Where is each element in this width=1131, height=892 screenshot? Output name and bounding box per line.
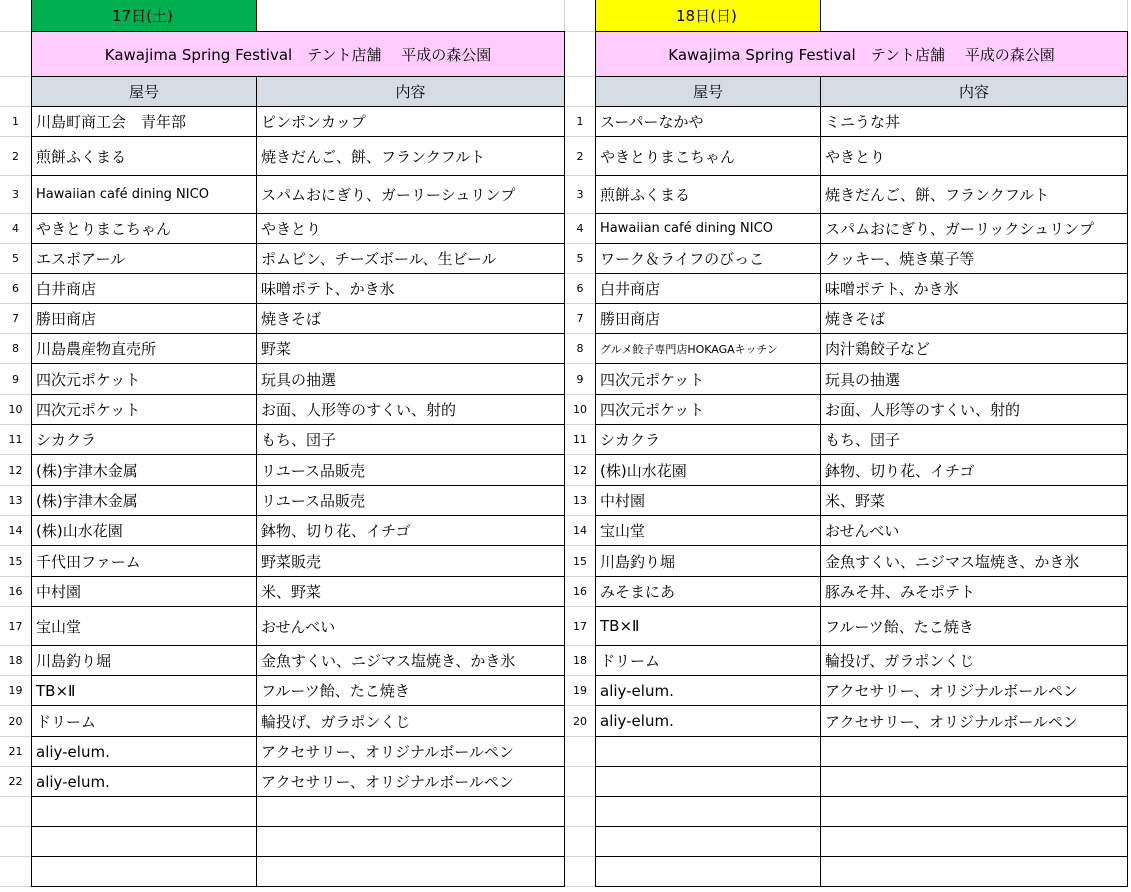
day2-row-number[interactable]: 7 bbox=[565, 304, 596, 334]
day2-row-number[interactable] bbox=[565, 857, 596, 887]
day2-shop-name[interactable]: 四次元ポケット bbox=[595, 394, 821, 425]
day1-shop-content[interactable]: やきとり bbox=[256, 213, 565, 244]
day1-row-number[interactable]: 14 bbox=[0, 516, 32, 546]
day2-shop-name[interactable]: 四次元ポケット bbox=[595, 363, 821, 395]
day2-shop-content[interactable]: 豚みそ丼、みそポテト bbox=[820, 576, 1128, 607]
day1-row-number[interactable]: 3 bbox=[0, 176, 32, 214]
day1-title[interactable]: Kawajima Spring Festival テント店舗 平成の森公園 bbox=[31, 31, 565, 77]
day2-shop-name[interactable]: 煎餅ふくまる bbox=[595, 175, 821, 214]
day2-shop-name[interactable]: (株)山水花園 bbox=[595, 454, 821, 486]
day1-row-number[interactable]: 8 bbox=[0, 334, 32, 364]
day2-shop-name[interactable] bbox=[595, 826, 821, 857]
day2-row-number[interactable]: 1 bbox=[565, 107, 596, 137]
day1-shop-name[interactable]: 川島町商工会 青年部 bbox=[31, 106, 257, 137]
day1-shop-name[interactable]: Hawaiian café dining NICO bbox=[31, 175, 257, 214]
day2-row-number[interactable] bbox=[565, 737, 596, 767]
day2-shop-content[interactable]: 焼きそば bbox=[820, 303, 1128, 334]
day1-row-number[interactable]: 11 bbox=[0, 425, 32, 455]
day1-shop-name[interactable]: 四次元ポケット bbox=[31, 394, 257, 425]
day1-shop-name[interactable]: 川島釣り堀 bbox=[31, 645, 257, 676]
day2-shop-content[interactable]: お面、人形等のすくい、射的 bbox=[820, 394, 1128, 425]
day1-shop-name[interactable] bbox=[31, 796, 257, 827]
day2-row-number[interactable]: 2 bbox=[565, 137, 596, 176]
day2-shop-content[interactable]: 輪投げ、ガラポンくじ bbox=[820, 645, 1128, 676]
day2-shop-name[interactable] bbox=[595, 796, 821, 827]
day1-row-number[interactable]: 21 bbox=[0, 737, 32, 767]
day2-shop-content[interactable]: 味噌ポテト、かき氷 bbox=[820, 273, 1128, 304]
day2-header-content[interactable]: 内容 bbox=[820, 76, 1128, 107]
day2-row-number[interactable]: 3 bbox=[565, 176, 596, 214]
day2-shop-content[interactable] bbox=[820, 826, 1128, 857]
day2-shop-name[interactable]: aliy-elum. bbox=[595, 675, 821, 706]
day2-shop-content[interactable]: クッキー、焼き菓子等 bbox=[820, 243, 1128, 274]
day2-shop-content[interactable]: スパムおにぎり、ガーリックシュリンプ bbox=[820, 213, 1128, 244]
day1-shop-name[interactable]: 川島農産物直売所 bbox=[31, 333, 257, 364]
day2-shop-content[interactable]: 肉汁鶏餃子など bbox=[820, 333, 1128, 364]
day2-row-number[interactable]: 5 bbox=[565, 244, 596, 274]
day2-row-number[interactable]: 19 bbox=[565, 676, 596, 706]
day2-shop-content[interactable]: もち、団子 bbox=[820, 424, 1128, 455]
day1-label[interactable]: 17日(土) bbox=[31, 0, 257, 32]
day2-shop-name[interactable]: 川島釣り堀 bbox=[595, 545, 821, 577]
day2-shop-content[interactable]: アクセサリー、オリジナルボールペン bbox=[820, 675, 1128, 706]
day2-shop-name[interactable] bbox=[595, 766, 821, 797]
day2-row-number[interactable]: 14 bbox=[565, 516, 596, 546]
day2-row-number[interactable]: 20 bbox=[565, 706, 596, 737]
day2-row-number[interactable]: 13 bbox=[565, 486, 596, 516]
day1-header-name[interactable]: 屋号 bbox=[31, 76, 257, 107]
day1-shop-name[interactable]: 勝田商店 bbox=[31, 303, 257, 334]
day1-shop-name[interactable]: ドリーム bbox=[31, 705, 257, 737]
day1-row-number[interactable]: 12 bbox=[0, 455, 32, 486]
day1-shop-content[interactable] bbox=[256, 856, 565, 887]
day1-row-number[interactable]: 16 bbox=[0, 577, 32, 607]
day1-shop-content[interactable]: おせんべい bbox=[256, 606, 565, 646]
day2-shop-name[interactable]: みそまにあ bbox=[595, 576, 821, 607]
day1-shop-name[interactable]: (株)山水花園 bbox=[31, 515, 257, 546]
day1-shop-name[interactable]: (株)宇津木金属 bbox=[31, 485, 257, 516]
day2-shop-content[interactable]: おせんべい bbox=[820, 515, 1128, 546]
day1-shop-content[interactable]: ピンポンカップ bbox=[256, 106, 565, 137]
day1-row-number[interactable]: 13 bbox=[0, 486, 32, 516]
day2-shop-content[interactable]: 玩具の抽選 bbox=[820, 363, 1128, 395]
day2-shop-name[interactable]: 勝田商店 bbox=[595, 303, 821, 334]
day2-shop-content[interactable]: 米、野菜 bbox=[820, 485, 1128, 516]
day1-shop-name[interactable] bbox=[31, 856, 257, 887]
day1-shop-name[interactable]: エスポアール bbox=[31, 243, 257, 274]
day1-shop-name[interactable]: 煎餅ふくまる bbox=[31, 136, 257, 176]
day2-shop-name[interactable] bbox=[595, 736, 821, 767]
empty-cell[interactable] bbox=[0, 77, 32, 107]
empty-cell[interactable] bbox=[821, 0, 1128, 32]
day1-row-number[interactable]: 15 bbox=[0, 546, 32, 577]
day2-title[interactable]: Kawajima Spring Festival テント店舗 平成の森公園 bbox=[595, 31, 1128, 77]
day1-shop-content[interactable]: 野菜 bbox=[256, 333, 565, 364]
day2-shop-content[interactable] bbox=[820, 766, 1128, 797]
day2-shop-name[interactable]: ワーク＆ライフのびっこ bbox=[595, 243, 821, 274]
day2-shop-name[interactable]: 中村園 bbox=[595, 485, 821, 516]
day1-shop-name[interactable]: 宝山堂 bbox=[31, 606, 257, 646]
day2-shop-name[interactable] bbox=[595, 856, 821, 887]
day1-row-number[interactable]: 5 bbox=[0, 244, 32, 274]
empty-cell[interactable] bbox=[565, 0, 596, 32]
day2-shop-content[interactable] bbox=[820, 736, 1128, 767]
day1-shop-name[interactable]: (株)宇津木金属 bbox=[31, 454, 257, 486]
day2-row-number[interactable] bbox=[565, 797, 596, 827]
day1-row-number[interactable]: 19 bbox=[0, 676, 32, 706]
day1-shop-name[interactable]: 中村園 bbox=[31, 576, 257, 607]
day1-row-number[interactable]: 17 bbox=[0, 607, 32, 646]
day1-shop-name[interactable]: TB×Ⅱ bbox=[31, 675, 257, 706]
day1-row-number[interactable] bbox=[0, 857, 32, 887]
day2-shop-content[interactable]: 焼きだんご、餅、フランクフルト bbox=[820, 175, 1128, 214]
day2-shop-content[interactable]: フルーツ飴、たこ焼き bbox=[820, 606, 1128, 646]
day1-shop-name[interactable]: 白井商店 bbox=[31, 273, 257, 304]
day2-shop-content[interactable]: ミニうな丼 bbox=[820, 106, 1128, 137]
day1-header-content[interactable]: 内容 bbox=[256, 76, 565, 107]
day1-row-number[interactable]: 22 bbox=[0, 767, 32, 797]
day2-label[interactable]: 18日(日) bbox=[595, 0, 821, 32]
day1-row-number[interactable]: 6 bbox=[0, 274, 32, 304]
day1-shop-content[interactable]: リユース品販売 bbox=[256, 485, 565, 516]
day2-shop-name[interactable]: Hawaiian café dining NICO bbox=[595, 213, 821, 244]
day1-shop-content[interactable]: 鉢物、切り花、イチゴ bbox=[256, 515, 565, 546]
empty-cell[interactable] bbox=[0, 0, 32, 32]
day1-shop-name[interactable]: やきとりまこちゃん bbox=[31, 213, 257, 244]
day1-row-number[interactable] bbox=[0, 797, 32, 827]
day1-shop-name[interactable]: シカクラ bbox=[31, 424, 257, 455]
day2-shop-name[interactable]: グルメ餃子専門店HOKAGAキッチン bbox=[595, 333, 821, 364]
day2-shop-name[interactable]: 宝山堂 bbox=[595, 515, 821, 546]
day1-shop-content[interactable]: ポムピン、チーズボール、生ビール bbox=[256, 243, 565, 274]
day2-shop-name[interactable]: やきとりまこちゃん bbox=[595, 136, 821, 176]
day2-shop-content[interactable]: 鉢物、切り花、イチゴ bbox=[820, 454, 1128, 486]
empty-cell[interactable] bbox=[0, 32, 32, 77]
day2-shop-content[interactable]: アクセサリー、オリジナルボールペン bbox=[820, 705, 1128, 737]
day2-shop-content[interactable]: やきとり bbox=[820, 136, 1128, 176]
day2-row-number[interactable]: 12 bbox=[565, 455, 596, 486]
day1-row-number[interactable]: 9 bbox=[0, 364, 32, 395]
empty-cell[interactable] bbox=[257, 0, 565, 32]
day2-row-number[interactable]: 15 bbox=[565, 546, 596, 577]
day1-shop-content[interactable] bbox=[256, 826, 565, 857]
day1-shop-content[interactable]: フルーツ飴、たこ焼き bbox=[256, 675, 565, 706]
day1-shop-content[interactable]: 味噌ポテト、かき氷 bbox=[256, 273, 565, 304]
day1-shop-content[interactable]: 焼きだんご、餅、フランクフルト bbox=[256, 136, 565, 176]
day1-shop-content[interactable]: 野菜販売 bbox=[256, 545, 565, 577]
day2-shop-name[interactable]: ドリーム bbox=[595, 645, 821, 676]
day1-shop-name[interactable]: aliy-elum. bbox=[31, 736, 257, 767]
day1-row-number[interactable]: 10 bbox=[0, 395, 32, 425]
day1-row-number[interactable]: 20 bbox=[0, 706, 32, 737]
day2-shop-name[interactable]: シカクラ bbox=[595, 424, 821, 455]
day1-row-number[interactable]: 1 bbox=[0, 107, 32, 137]
day2-row-number[interactable]: 17 bbox=[565, 607, 596, 646]
day1-shop-content[interactable]: スパムおにぎり、ガーリーシュリンプ bbox=[256, 175, 565, 214]
day1-shop-content[interactable]: アクセサリー、オリジナルボールペン bbox=[256, 736, 565, 767]
day2-shop-name[interactable]: TB×Ⅱ bbox=[595, 606, 821, 646]
day1-shop-name[interactable] bbox=[31, 826, 257, 857]
day1-shop-content[interactable]: お面、人形等のすくい、射的 bbox=[256, 394, 565, 425]
day1-row-number[interactable]: 4 bbox=[0, 214, 32, 244]
day2-row-number[interactable]: 8 bbox=[565, 334, 596, 364]
day2-shop-content[interactable] bbox=[820, 856, 1128, 887]
day2-header-name[interactable]: 屋号 bbox=[595, 76, 821, 107]
day1-shop-content[interactable]: 金魚すくい、ニジマス塩焼き、かき氷 bbox=[256, 645, 565, 676]
day1-shop-content[interactable] bbox=[256, 796, 565, 827]
day2-row-number[interactable]: 9 bbox=[565, 364, 596, 395]
day2-row-number[interactable]: 18 bbox=[565, 646, 596, 676]
day2-row-number[interactable]: 16 bbox=[565, 577, 596, 607]
day1-row-number[interactable] bbox=[0, 827, 32, 857]
day2-row-number[interactable] bbox=[565, 827, 596, 857]
day1-row-number[interactable]: 2 bbox=[0, 137, 32, 176]
day1-shop-content[interactable]: 焼きそば bbox=[256, 303, 565, 334]
day1-shop-content[interactable]: アクセサリー、オリジナルボールペン bbox=[256, 766, 565, 797]
day2-shop-content[interactable]: 金魚すくい、ニジマス塩焼き、かき氷 bbox=[820, 545, 1128, 577]
day2-shop-name[interactable]: スーパーなかや bbox=[595, 106, 821, 137]
day2-row-number[interactable]: 11 bbox=[565, 425, 596, 455]
day2-row-number[interactable]: 6 bbox=[565, 274, 596, 304]
day2-shop-content[interactable] bbox=[820, 796, 1128, 827]
day1-shop-content[interactable]: もち、団子 bbox=[256, 424, 565, 455]
empty-cell[interactable] bbox=[565, 32, 596, 77]
day1-row-number[interactable]: 7 bbox=[0, 304, 32, 334]
day2-shop-name[interactable]: 白井商店 bbox=[595, 273, 821, 304]
day2-row-number[interactable]: 10 bbox=[565, 395, 596, 425]
day2-row-number[interactable] bbox=[565, 767, 596, 797]
day1-shop-content[interactable]: リユース品販売 bbox=[256, 454, 565, 486]
day1-shop-content[interactable]: 米、野菜 bbox=[256, 576, 565, 607]
day1-shop-content[interactable]: 玩具の抽選 bbox=[256, 363, 565, 395]
day1-shop-content[interactable]: 輪投げ、ガラポンくじ bbox=[256, 705, 565, 737]
day2-shop-name[interactable]: aliy-elum. bbox=[595, 705, 821, 737]
day2-row-number[interactable]: 4 bbox=[565, 214, 596, 244]
day1-shop-name[interactable]: 四次元ポケット bbox=[31, 363, 257, 395]
day1-row-number[interactable]: 18 bbox=[0, 646, 32, 676]
day1-shop-name[interactable]: 千代田ファーム bbox=[31, 545, 257, 577]
day1-shop-name[interactable]: aliy-elum. bbox=[31, 766, 257, 797]
empty-cell[interactable] bbox=[565, 77, 596, 107]
